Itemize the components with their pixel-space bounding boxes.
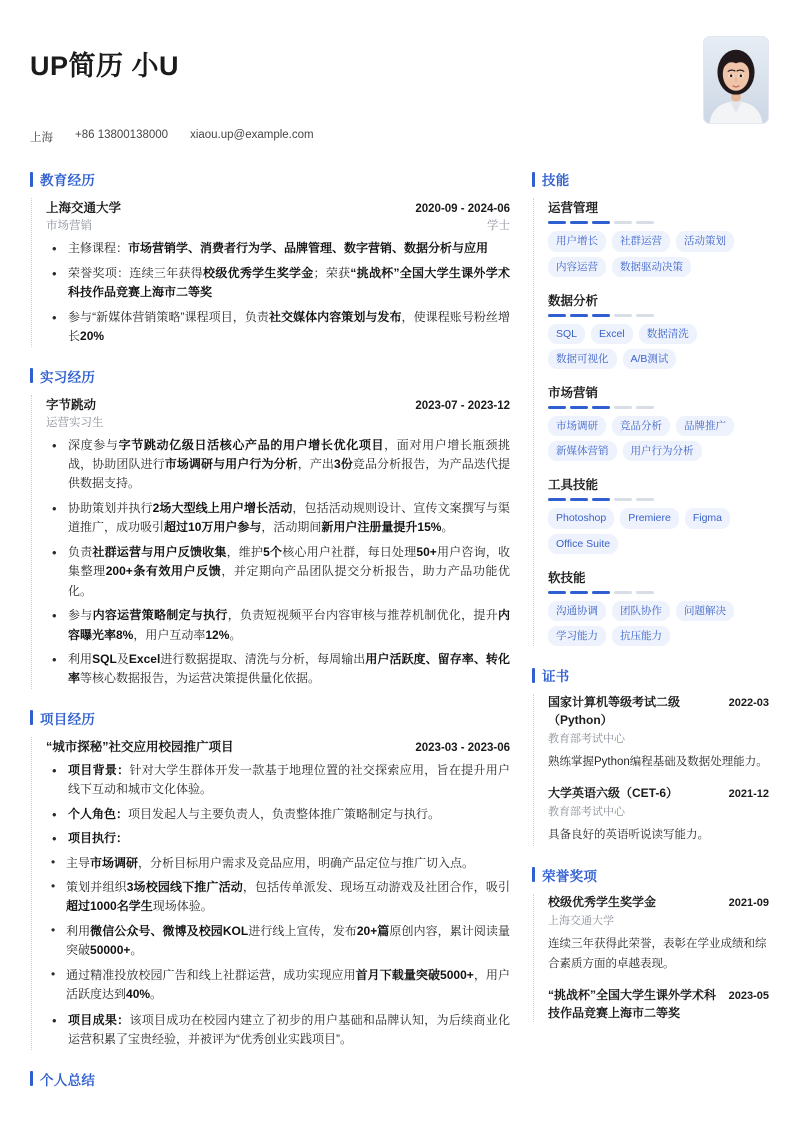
section-title: 技能	[542, 173, 570, 189]
skill-tag: 问题解决	[676, 601, 734, 621]
entry-role: 运营实习生	[46, 416, 104, 429]
section-header	[30, 1069, 510, 1089]
sub-bullet-list	[46, 854, 510, 1005]
bullet-item: • 利用SQL及Excel进行数据提取、清洗与分析，每周输出用户活跃度、留存率、转化率等核心数据报告，为运营决策提供量化依据。	[46, 650, 510, 689]
skill-level-meter	[548, 498, 769, 501]
skill-tag: SQL	[548, 324, 585, 344]
bullet-item: • 负责社群运营与用户反馈收集，维护5个核心用户社群，每日处理50+用户咨询，收集整理200+条有效用户反馈，并定期向产品团队提交分析报告，助力产品功能优化。	[46, 543, 510, 601]
contact-location: 上海	[30, 132, 53, 145]
entry-list	[31, 198, 510, 346]
skill-tag: 学习能力	[548, 626, 606, 646]
skill-tag: 数据可视化	[548, 349, 617, 369]
bullet-item: • 项目执行：	[46, 829, 510, 848]
skill-tag: 用户行为分析	[623, 441, 702, 461]
section-certificates	[532, 665, 769, 845]
skill-group-0	[548, 198, 769, 276]
card-org: 上海交通大学	[548, 914, 614, 927]
section-header	[30, 169, 510, 189]
section-title: 项目经历	[40, 711, 96, 727]
skill-group-name: 市场营销	[548, 386, 599, 401]
bullet-item: • 参与内容运营策略制定与执行，负责短视频平台内容审核与推荐机制优化，提升内容曝光率8%，用户互动率12%。	[46, 606, 510, 645]
bullet-item: • 策划并组织3场校园线下推广活动，包括传单派发、现场互动游戏及社团合作，吸引超过1000名学生现场体验。	[46, 878, 510, 917]
level-dash	[548, 498, 566, 501]
skill-tag-list	[548, 508, 769, 553]
entry-title-row	[46, 737, 510, 755]
header-text-block	[30, 34, 703, 145]
entry-title-row	[46, 395, 510, 413]
skill-level-meter	[548, 406, 769, 409]
skill-tag: 活动策划	[676, 231, 734, 251]
page-title: UP简历 小U	[30, 51, 180, 81]
certificate-list	[533, 694, 769, 845]
section-header	[30, 366, 510, 386]
bullet-list	[46, 239, 510, 346]
entry-list	[31, 737, 510, 1050]
level-dash	[592, 221, 610, 224]
bullet-item: • 通过精准投放校园广告和线上社群运营，成功实现应用首月下载量突破5000+，用户活跃度达到40%。	[46, 966, 510, 1005]
level-dash	[614, 221, 632, 224]
skill-tag: 数据驱动决策	[612, 257, 691, 277]
skill-group-name: 工具技能	[548, 478, 599, 493]
entry-title: 上海交通大学	[46, 201, 122, 216]
entry-company: 字节跳动	[46, 397, 97, 412]
skill-tag: Figma	[685, 508, 730, 528]
skill-tag: 新媒体营销	[548, 441, 617, 461]
accent-bar-icon	[30, 710, 33, 725]
section-summary	[30, 1069, 510, 1098]
skill-group-name: 运营管理	[548, 201, 599, 216]
section-header	[30, 708, 510, 728]
level-dash	[636, 314, 654, 317]
accent-bar-icon	[532, 172, 535, 187]
honor-item-1	[548, 987, 769, 1022]
avatar-portrait-icon	[704, 37, 768, 123]
bullet-item: • 参与“新媒体营销策略”课程项目，负责社交媒体内容策划与发布，使课程账号粉丝增长20%	[46, 308, 510, 347]
bullet-item: • 项目成果：该项目成功在校园内建立了初步的用户基础和品牌认知，为后续商业化运营积累了宝贵经验，并被评为“优秀创业实践项目”。	[46, 1011, 510, 1050]
level-dash	[570, 406, 588, 409]
card-title-row	[548, 694, 769, 729]
level-dash	[592, 314, 610, 317]
section-education	[30, 169, 510, 346]
section-title: 教育经历	[40, 173, 96, 189]
skill-level-meter	[548, 221, 769, 224]
contact-phone: +86 13800138000	[75, 129, 169, 142]
skill-tag-list	[548, 416, 769, 461]
level-dash	[636, 591, 654, 594]
section-skills	[532, 169, 769, 646]
card-date: 2022-03	[728, 697, 769, 710]
skill-tag: Photoshop	[548, 508, 614, 528]
certificate-item-1	[548, 785, 769, 846]
section-internship	[30, 366, 510, 689]
skill-tag: 沟通协调	[548, 601, 606, 621]
card-title-row	[548, 785, 769, 802]
section-honors	[532, 865, 769, 1022]
card-date: 2021-09	[728, 896, 769, 909]
skill-tag: 品牌推广	[676, 416, 734, 436]
section-projects	[30, 708, 510, 1050]
entry-title-row	[46, 198, 510, 216]
skill-level-meter	[548, 591, 769, 594]
bullet-item: • 主修课程：市场营销学、消费者行为学、品牌管理、数字营销、数据分析与应用	[46, 239, 510, 258]
skill-tag-list	[548, 601, 769, 646]
resume-columns	[30, 169, 769, 1116]
accent-bar-icon	[30, 172, 33, 187]
level-dash	[548, 221, 566, 224]
skill-tag: 市场调研	[548, 416, 606, 436]
level-dash	[548, 406, 566, 409]
section-header	[532, 665, 769, 685]
level-dash	[614, 591, 632, 594]
level-dash	[570, 221, 588, 224]
entry-date: 2020-09 - 2024-06	[415, 203, 510, 216]
skill-group-2	[548, 383, 769, 461]
contact-line	[30, 129, 703, 145]
skill-tag: 抗压能力	[612, 626, 670, 646]
skill-tag: 数据清洗	[639, 324, 697, 344]
level-dash	[548, 591, 566, 594]
card-title: 校级优秀学生奖学金	[548, 894, 657, 909]
bullet-item: • 个人角色：项目发起人与主要负责人，负责整体推广策略制定与执行。	[46, 805, 510, 824]
card-description: 具备良好的英语听说读写能力。	[548, 829, 709, 842]
bullet-list-tail	[46, 1011, 510, 1050]
honor-list	[533, 894, 769, 1022]
level-dash	[592, 591, 610, 594]
level-dash	[592, 498, 610, 501]
entry-project-0	[46, 737, 510, 1050]
section-header	[532, 865, 769, 885]
level-dash	[548, 314, 566, 317]
accent-bar-icon	[30, 368, 33, 383]
level-dash	[614, 498, 632, 501]
skill-tag: 用户增长	[548, 231, 606, 251]
entry-major: 市场营销	[46, 220, 92, 233]
entry-date: 2023-03 - 2023-06	[415, 741, 510, 754]
entry-internship-0	[46, 395, 510, 689]
entry-subtitle-row	[46, 414, 510, 430]
avatar	[703, 36, 769, 124]
bullet-item: • 利用微信公众号、微博及校园KOL进行线上宣传，发布20+篇原创内容，累计阅读量突破50000+。	[46, 922, 510, 961]
bullet-list	[46, 761, 510, 849]
skill-tag: 竞品分析	[612, 416, 670, 436]
skill-group-list	[533, 198, 769, 646]
contact-email: xiaou.up@example.com	[190, 129, 314, 142]
level-dash	[570, 498, 588, 501]
skill-tag-list	[548, 231, 769, 276]
section-title: 证书	[542, 669, 570, 685]
resume-header	[30, 0, 769, 145]
entry-list	[31, 395, 510, 689]
entry-project-name: “城市探秘”社交应用校园推广项目	[46, 739, 234, 754]
card-title: 国家计算机等级考试二级（Python）	[548, 695, 681, 727]
skill-tag: 内容运营	[548, 257, 606, 277]
level-dash	[614, 314, 632, 317]
card-title-row	[548, 894, 769, 911]
skill-tag: Excel	[591, 324, 633, 344]
entry-subtitle-row	[46, 217, 510, 233]
skill-tag: 团队协作	[612, 601, 670, 621]
bullet-item: • 项目背景：针对大学生群体开发一款基于地理位置的社交探索应用，旨在提升用户线下互动和城市文化体验。	[46, 761, 510, 800]
section-title: 个人总结	[40, 1072, 96, 1088]
skill-group-4	[548, 568, 769, 646]
bullet-item: • 荣誉奖项：连续三年获得校级优秀学生奖学金；荣获“挑战杯”全国大学生课外学术科技作品竞赛上海市二等奖	[46, 264, 510, 303]
accent-bar-icon	[30, 1071, 33, 1086]
bullet-item: • 主导市场调研，分析目标用户需求及竞品应用，明确产品定位与推广切入点。	[46, 854, 510, 873]
bullet-item: • 协助策划并执行2场大型线上用户增长活动，包括活动规则设计、宣传文案撰写与渠道推广，成功吸引超过10万用户参与，活动期间新用户注册量提升15%。	[46, 499, 510, 538]
skill-tag: 社群运营	[612, 231, 670, 251]
skill-tag: Premiere	[620, 508, 679, 528]
main-column	[30, 169, 510, 1116]
skill-level-meter	[548, 314, 769, 317]
card-org: 教育部考试中心	[548, 732, 625, 745]
card-title: “挑战杯”全国大学生课外学术科技作品竞赛上海市二等奖	[548, 988, 717, 1020]
skill-tag: Office Suite	[548, 534, 618, 554]
accent-bar-icon	[532, 867, 535, 882]
entry-date: 2023-07 - 2023-12	[415, 399, 510, 412]
skill-group-3	[548, 475, 769, 553]
bullet-list	[46, 436, 510, 689]
card-org: 教育部考试中心	[548, 806, 625, 819]
skill-group-name: 软技能	[548, 570, 586, 585]
card-description: 熟练掌握Python编程基础及数据处理能力。	[548, 755, 768, 768]
level-dash	[636, 221, 654, 224]
certificate-item-0	[548, 694, 769, 772]
skill-tag-list	[548, 324, 769, 369]
entry-education-0	[46, 198, 510, 346]
card-title-row	[548, 987, 769, 1022]
skill-group-1	[548, 291, 769, 369]
card-date: 2023-05	[728, 990, 769, 1003]
level-dash	[614, 406, 632, 409]
level-dash	[636, 406, 654, 409]
entry-degree: 学士	[487, 220, 510, 233]
card-title: 大学英语六级（CET-6）	[548, 786, 679, 801]
card-date: 2021-12	[728, 788, 769, 801]
level-dash	[570, 314, 588, 317]
level-dash	[636, 498, 654, 501]
honor-item-0	[548, 894, 769, 975]
level-dash	[592, 406, 610, 409]
accent-bar-icon	[532, 668, 535, 683]
section-title: 荣誉奖项	[542, 868, 598, 884]
sidebar-column	[532, 169, 769, 1041]
level-dash	[570, 591, 588, 594]
skill-group-name: 数据分析	[548, 293, 599, 308]
skill-tag: A/B测试	[623, 349, 677, 369]
bullet-item: • 深度参与字节跳动亿级日活核心产品的用户增长优化项目，面对用户增长瓶颈挑战，协助团队进行市场调研与用户行为分析，产出3份竞品分析报告，为产品迭代提供数据支持。	[46, 436, 510, 494]
card-description: 连续三年获得此荣誉，表彰在学业成绩和综合素质方面的卓越表现。	[548, 937, 767, 971]
section-title: 实习经历	[40, 369, 96, 385]
section-header	[532, 169, 769, 189]
